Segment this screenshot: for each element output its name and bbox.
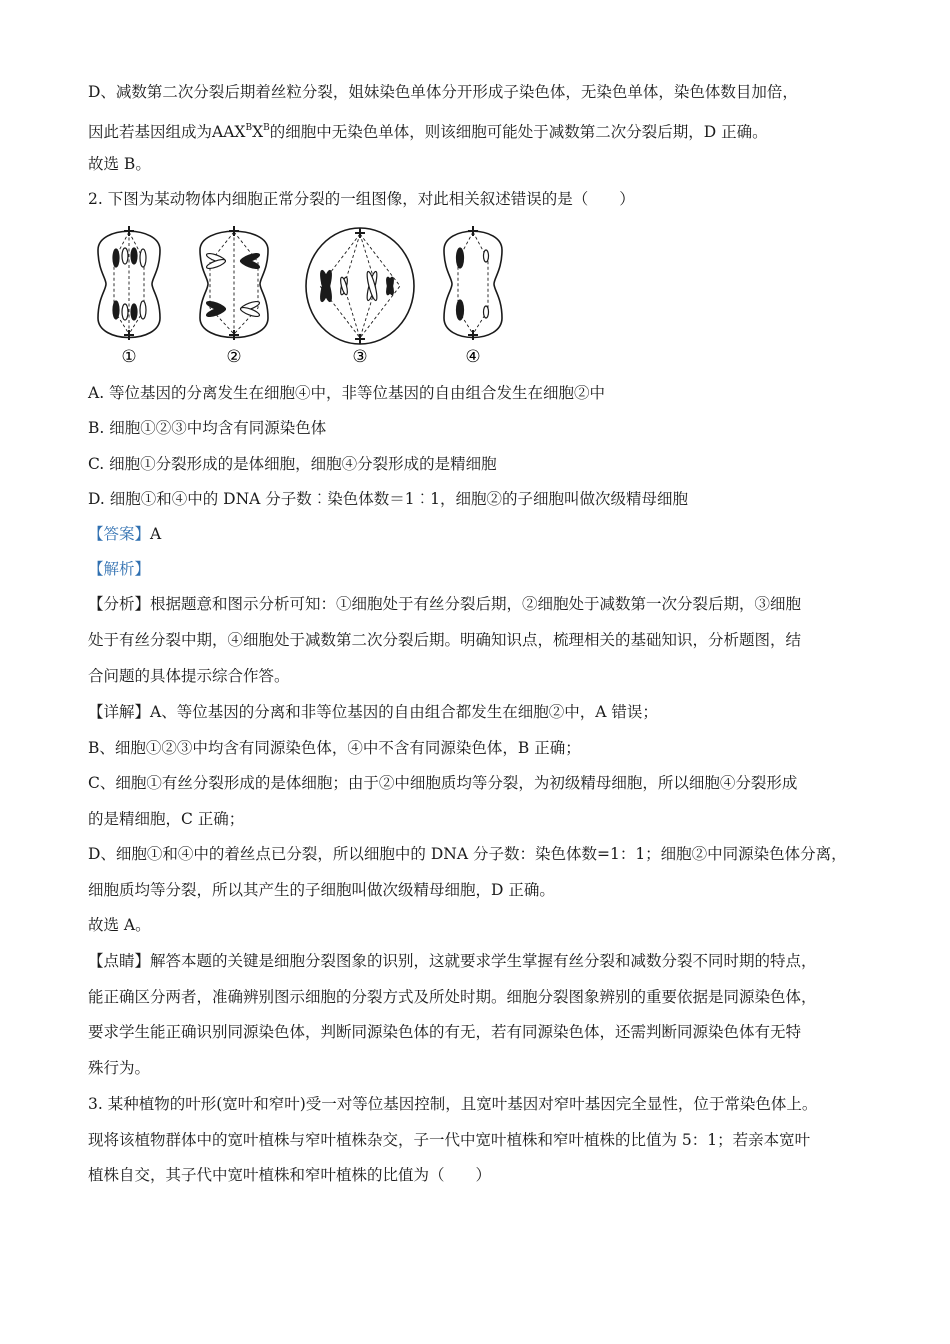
figure-label-2: ② bbox=[226, 347, 242, 365]
figure-label-4: ④ bbox=[465, 347, 481, 365]
q2-option-b: B. 细胞①②③中均含有同源染色体 bbox=[88, 419, 327, 437]
cell-division-figure bbox=[92, 220, 512, 365]
xiangjie-line-6: 细胞质均等分裂，所以其产生的子细胞叫做次级精母细胞，D 正确。 bbox=[88, 881, 555, 899]
q2-option-c: C. 细胞①分裂形成的是体细胞，细胞④分裂形成的是精细胞 bbox=[88, 455, 497, 473]
q3-stem-line-2: 现将该植物群体中的宽叶植株与窄叶植株杂交，子一代中宽叶植株和窄叶植株的比值为 5：1；若亲本宽叶 bbox=[88, 1131, 811, 1149]
dianjing-line-2: 能正确区分两者，准确辨别图示细胞的分裂方式及所处时期。细胞分裂图象辨别的重要依据是同源染色体， bbox=[88, 988, 817, 1006]
answer-tag: 【答案】 bbox=[88, 525, 151, 543]
xiangjie-line-5: D、细胞①和④中的着丝点已分裂，所以细胞中的 DNA 分子数：染色体数=1：1；细胞②中同源染色体分离， bbox=[88, 845, 847, 863]
q1-option-d-line2: 因此若基因组成为$AAX^BX^B$的细胞中无染色单体，则该细胞可能处于减数第二次分裂后期，D 正确。 bbox=[88, 123, 768, 141]
xiangjie-line-1: 【详解】A、等位基因的分离和非等位基因的自由组合都发生在细胞②中，A 错误； bbox=[88, 703, 658, 721]
analysis-tag: 【解析】 bbox=[88, 560, 151, 578]
q3-stem-line-1: 3. 某种植物的叶形(宽叶和窄叶)受一对等位基因控制，且宽叶基因对窄叶基因完全显性，位于常染色体上。 bbox=[88, 1095, 818, 1113]
q1-option-d-line1: D、减数第二次分裂后期着丝粒分裂，姐妹染色单体分开形成子染色体，无染色单体，染色体数目加倍， bbox=[88, 83, 798, 101]
q2-stem: 2. 下图为某动物体内细胞正常分裂的一组图像，对此相关叙述错误的是（ ） bbox=[88, 190, 635, 208]
q2-option-a: A. 等位基因的分离发生在细胞④中，非等位基因的自由组合发生在细胞②中 bbox=[88, 384, 606, 402]
xiangjie-line-2: B、细胞①②③中均含有同源染色体，④中不含有同源染色体，B 正确； bbox=[88, 739, 581, 757]
q1-choose: 故选 B。 bbox=[88, 155, 151, 173]
fenxi-line-2: 处于有丝分裂中期，④细胞处于减数第二次分裂后期。明确知识点，梳理相关的基础知识，分析题图，结 bbox=[88, 631, 802, 649]
dianjing-line-4: 殊行为。 bbox=[88, 1059, 151, 1077]
q2-option-d: D. 细胞①和④中的 DNA 分子数︰染色体数＝1︰1，细胞②的子细胞叫做次级精母细胞 bbox=[88, 490, 688, 508]
fenxi-line-1: 【分析】根据题意和图示分析可知：①细胞处于有丝分裂后期，②细胞处于减数第一次分裂后期，③细胞 bbox=[88, 595, 802, 613]
answer-line bbox=[88, 524, 161, 544]
q3-stem-line-3: 植株自交，其子代中宽叶植株和窄叶植株的比值为（ ） bbox=[88, 1166, 492, 1184]
fenxi-line-3: 合问题的具体提示综合作答。 bbox=[88, 667, 290, 685]
figure-label-3: ③ bbox=[352, 347, 368, 365]
dianjing-line-3: 要求学生能正确识别同源染色体，判断同源染色体的有无，若有同源染色体，还需判断同源染色体有无特 bbox=[88, 1023, 802, 1041]
answer-value: A bbox=[150, 525, 162, 543]
xiangjie-line-4: 的是精细胞，C 正确； bbox=[88, 810, 245, 828]
cell-4-membrane bbox=[444, 231, 502, 337]
xiangjie-choose: 故选 A。 bbox=[88, 916, 151, 934]
figure-label-1: ① bbox=[121, 347, 137, 365]
dianjing-line-1: 【点睛】解答本题的关键是细胞分裂图象的识别，这就要求学生掌握有丝分裂和减数分裂不同时期的特点， bbox=[88, 952, 817, 970]
xiangjie-line-3: C、细胞①有丝分裂形成的是体细胞；由于②中细胞质均等分裂，为初级精母细胞，所以细胞④分裂形成 bbox=[88, 774, 798, 792]
